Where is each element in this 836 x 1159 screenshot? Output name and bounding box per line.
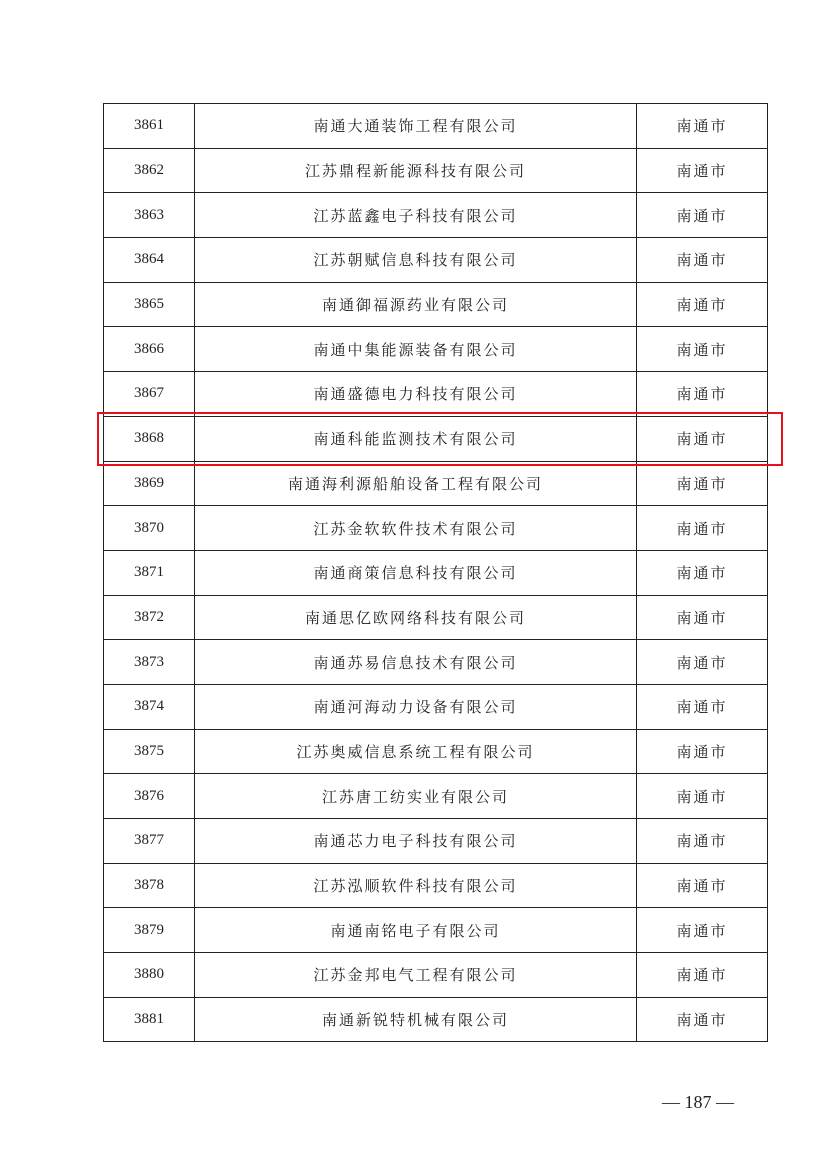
company-name: 南通芯力电子科技有限公司 [195,819,637,864]
city-name: 南通市 [637,193,768,238]
row-number: 3880 [104,953,195,998]
company-name: 南通中集能源装备有限公司 [195,327,637,372]
table-row [104,953,768,998]
row-number: 3876 [104,774,195,819]
row-number: 3872 [104,595,195,640]
company-name: 南通南铭电子有限公司 [195,908,637,953]
city-name: 南通市 [637,506,768,551]
row-number: 3861 [104,104,195,149]
table-row [104,282,768,327]
city-name: 南通市 [637,953,768,998]
table-row [104,550,768,595]
city-name: 南通市 [637,282,768,327]
table-row [104,863,768,908]
table-row [104,327,768,372]
company-name: 江苏蓝鑫电子科技有限公司 [195,193,637,238]
company-table [103,103,768,1042]
table-row [104,997,768,1042]
company-name: 南通科能监测技术有限公司 [195,416,637,461]
company-name: 南通大通装饰工程有限公司 [195,104,637,149]
company-name: 南通河海动力设备有限公司 [195,684,637,729]
page-number: — 187 — [662,1092,734,1112]
table-row [104,372,768,417]
table-row [104,461,768,506]
row-number: 3873 [104,640,195,685]
city-name: 南通市 [637,640,768,685]
table-row [104,416,768,461]
row-number: 3881 [104,997,195,1042]
table-row [104,774,768,819]
city-name: 南通市 [637,774,768,819]
row-number: 3864 [104,238,195,283]
city-name: 南通市 [637,148,768,193]
company-name: 南通新锐特机械有限公司 [195,997,637,1042]
company-name: 江苏金软软件技术有限公司 [195,506,637,551]
company-name: 江苏金邦电气工程有限公司 [195,953,637,998]
company-name: 江苏唐工纺实业有限公司 [195,774,637,819]
table-row [104,193,768,238]
city-name: 南通市 [637,550,768,595]
city-name: 南通市 [637,908,768,953]
city-name: 南通市 [637,238,768,283]
table-row [104,148,768,193]
company-name: 南通盛德电力科技有限公司 [195,372,637,417]
city-name: 南通市 [637,595,768,640]
company-table-body [104,104,768,1042]
row-number: 3870 [104,506,195,551]
city-name: 南通市 [637,997,768,1042]
row-number: 3871 [104,550,195,595]
table-row [104,908,768,953]
company-name: 南通御福源药业有限公司 [195,282,637,327]
row-number: 3877 [104,819,195,864]
company-name: 南通苏易信息技术有限公司 [195,640,637,685]
table-row [104,595,768,640]
city-name: 南通市 [637,684,768,729]
row-number: 3862 [104,148,195,193]
table-row [104,684,768,729]
company-name: 江苏奥威信息系统工程有限公司 [195,729,637,774]
company-name: 南通海利源船舶设备工程有限公司 [195,461,637,506]
row-number: 3867 [104,372,195,417]
company-name: 江苏泓顺软件科技有限公司 [195,863,637,908]
city-name: 南通市 [637,416,768,461]
row-number: 3874 [104,684,195,729]
city-name: 南通市 [637,819,768,864]
table-row [104,104,768,149]
company-name: 南通思亿欧网络科技有限公司 [195,595,637,640]
city-name: 南通市 [637,104,768,149]
row-number: 3878 [104,863,195,908]
company-name: 江苏鼎程新能源科技有限公司 [195,148,637,193]
row-number: 3875 [104,729,195,774]
row-number: 3869 [104,461,195,506]
row-number: 3863 [104,193,195,238]
row-number: 3868 [104,416,195,461]
row-number: 3865 [104,282,195,327]
table-row [104,640,768,685]
table-row [104,729,768,774]
table-row [104,819,768,864]
row-number: 3879 [104,908,195,953]
city-name: 南通市 [637,729,768,774]
city-name: 南通市 [637,863,768,908]
table-row [104,506,768,551]
company-name: 江苏朝赋信息科技有限公司 [195,238,637,283]
row-number: 3866 [104,327,195,372]
city-name: 南通市 [637,461,768,506]
city-name: 南通市 [637,327,768,372]
city-name: 南通市 [637,372,768,417]
company-name: 南通商策信息科技有限公司 [195,550,637,595]
table-row [104,238,768,283]
